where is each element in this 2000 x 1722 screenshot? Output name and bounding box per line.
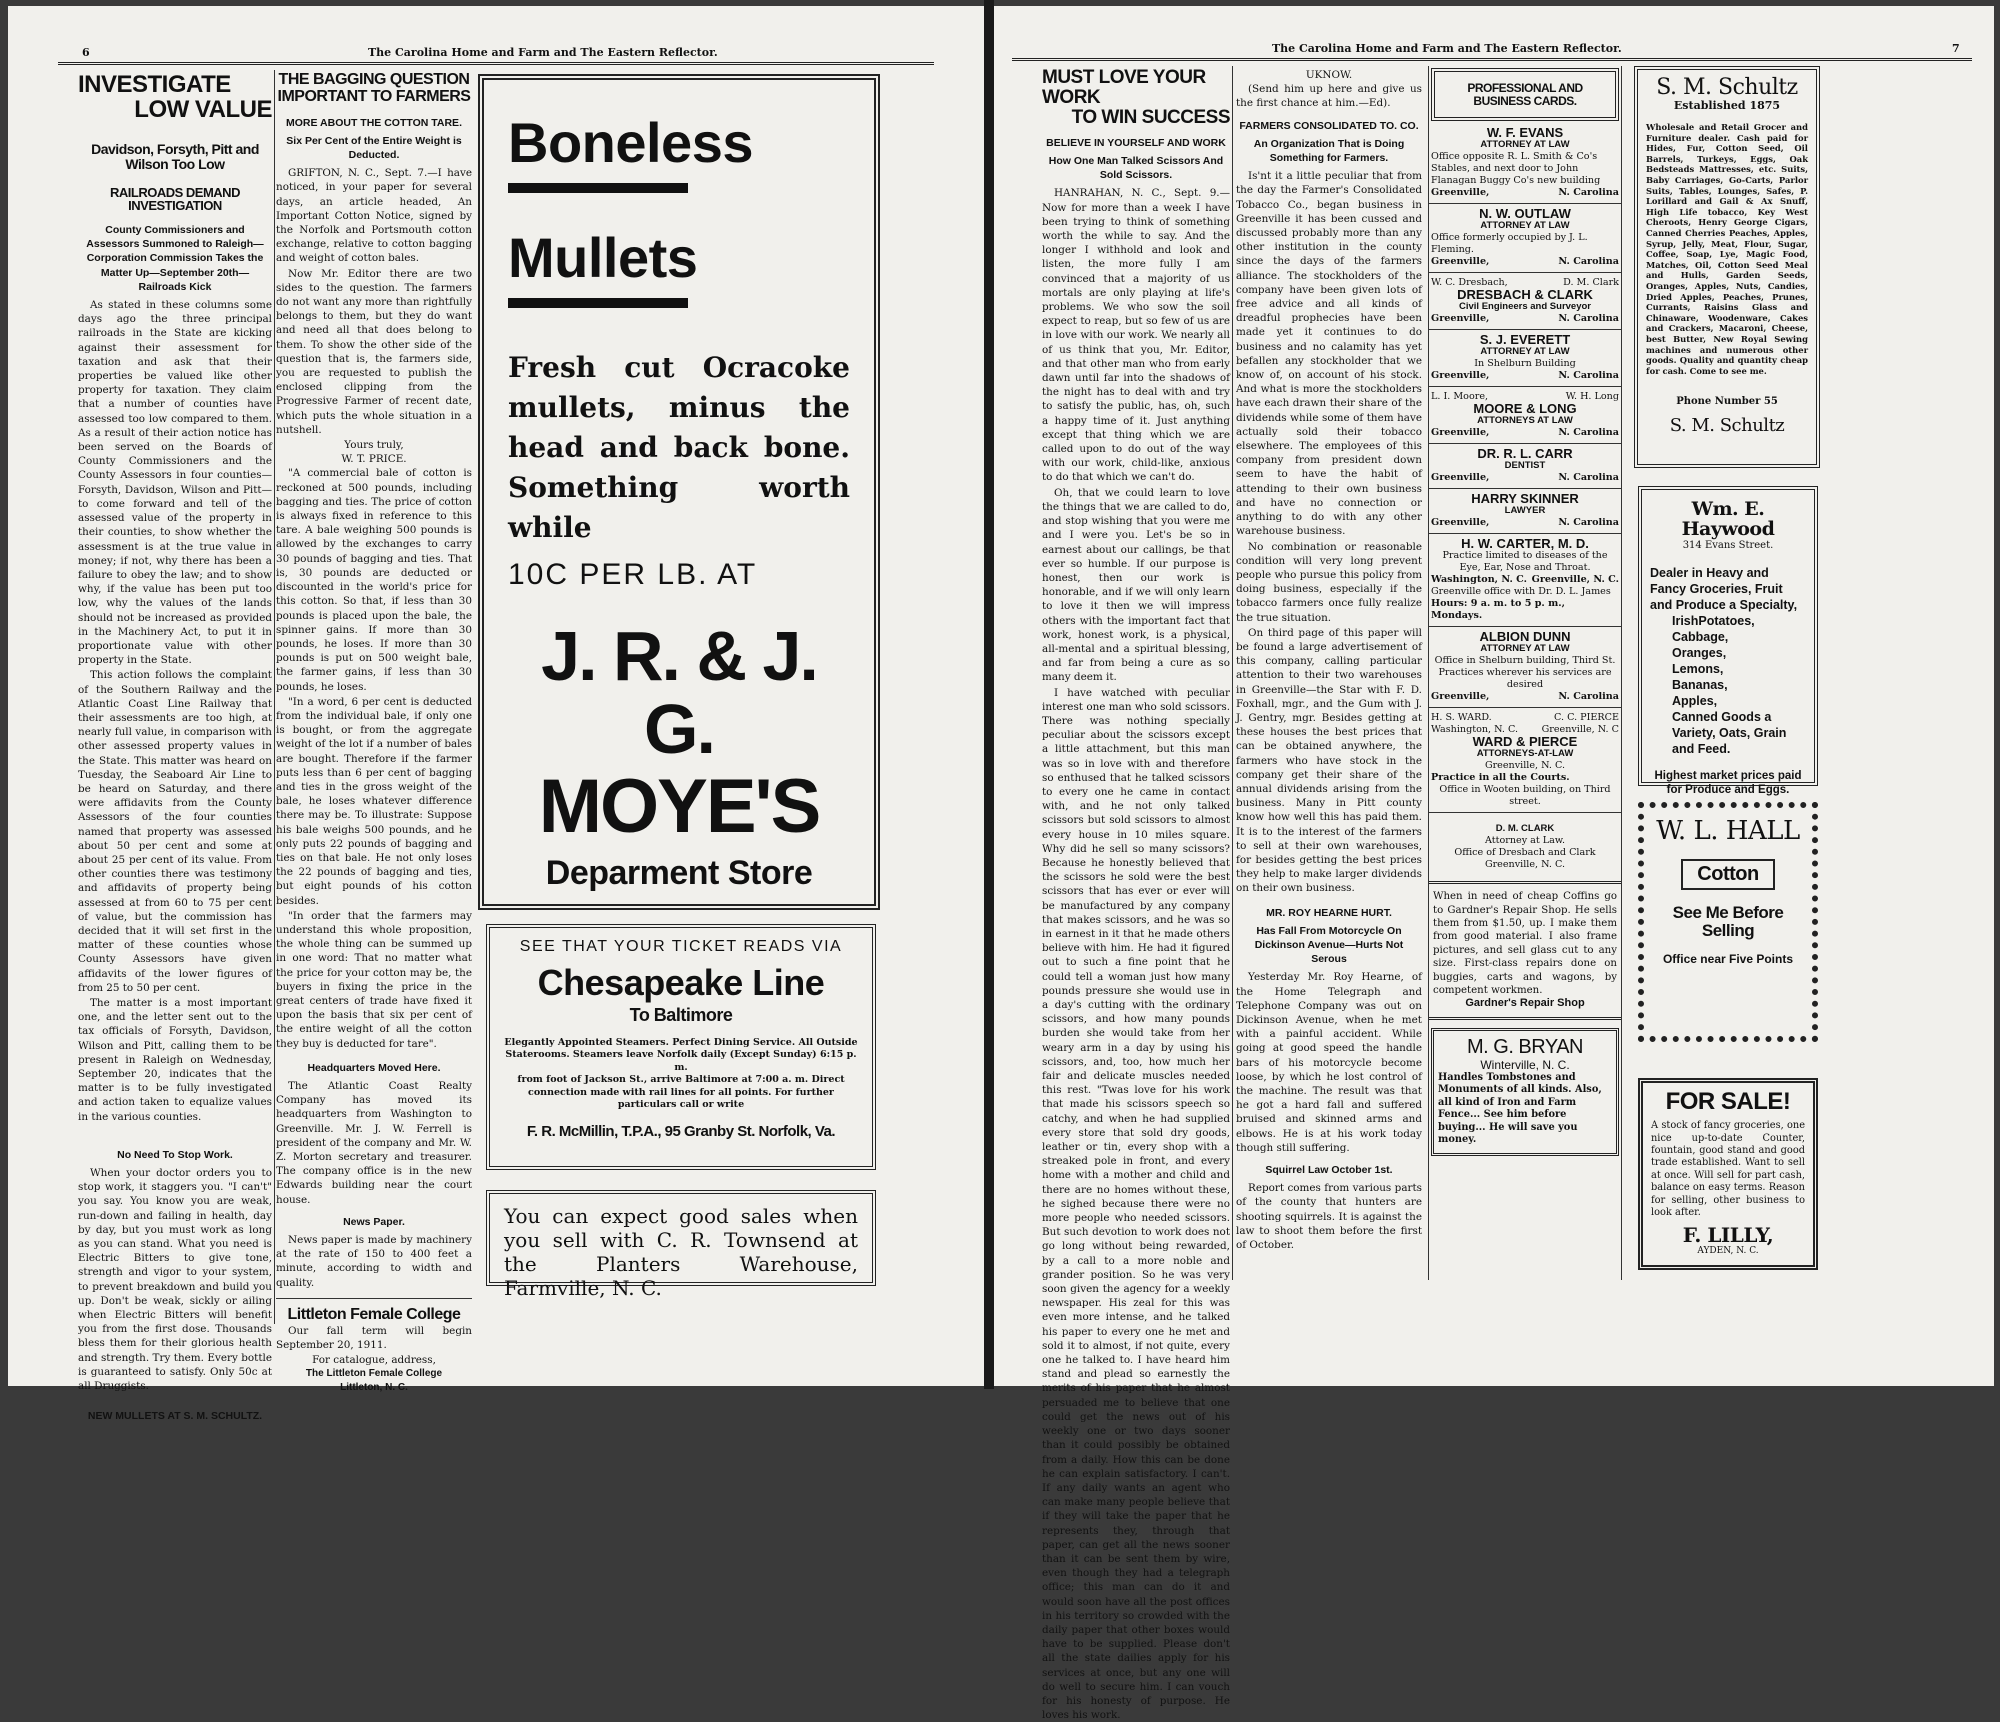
schultz-name: S. M. Schultz — [1656, 75, 1798, 100]
gardner-body: When in need of cheap Coffins go to Gardner's Repair Shop. He sells them from $1.50, up. I make them from good material. I also frame pictures, and sell glass cut to any size. First-class repairs done on buggies, carts and wagons, by competent workmen. — [1433, 891, 1617, 997]
chesapeake-body-1: Elegantly Appointed Steamers. Perfect Dining Service. All Outside Staterooms. Steamers leave Norfolk daily (Except Sunday) 6:15 p. m. — [504, 1036, 858, 1073]
mullets-ad-price: 10C PER LB. AT — [508, 557, 758, 591]
dresbach-city: Greenville, — [1431, 313, 1490, 325]
gardner-ad — [1429, 884, 1621, 1020]
must-love-article — [1042, 67, 1230, 1722]
cards-header — [1431, 68, 1619, 121]
investigate-headline-2: LOW VALUE — [134, 96, 272, 124]
haywood-item: Lemons, — [1672, 661, 1724, 676]
haywood-item: Oranges, — [1672, 645, 1727, 660]
chesapeake-sub: To Baltimore — [629, 1004, 733, 1025]
card-evans — [1429, 123, 1621, 204]
everett-state: N. Carolina — [1558, 370, 1619, 382]
left-page — [8, 6, 984, 1423]
bagging-subhead: MORE ABOUT THE COTTON TARE. — [286, 116, 462, 129]
hq-body: The Atlantic Coast Realty Company has moved its headquarters from Washington to Greenville. Mr. J. W. Ferrell is president of the company and Mr. W. Z. Morton secretary and treasurer. The company office is in the new Edwards building near the court house. — [276, 1080, 472, 1206]
business-cards-column — [1428, 66, 1622, 1280]
dresbach-name: DRESBACH & CLARK — [1457, 287, 1593, 303]
dunn-name: ALBION DUNN — [1479, 629, 1571, 645]
investigate-p1: As stated in these columns some days ago the three principal railroads in the State are kicking against their assessment for taxation and ask that their properties be valued like other property for taxation. They claim that a number of counties have assessed too low compared to them. As a result of their action notice has been served on the Boards of County Commissioners and the County Assessors in four counties—Forsyth, Davidson, Wilson and Pitt—to come forward and tell of the assessed value of the property in their counties, to show whether the assessment is at the true value in money; if not, why there has been a failure to obey the law; and to show why, if the value has been put too low, why the values of the lands should not be increased as provided in the Machinery Act, to put it in proportionate value with other property in the State. — [78, 299, 272, 667]
cards-title-1: PROFESSIONAL AND — [1467, 81, 1583, 95]
bryan-ad — [1431, 1028, 1619, 1156]
farmers-p3: On third page of this paper will be found a large advertisement of this company, calling particular attention to their two warehouses in Greenville—the Star with F. D. Foxhall, mgr., and the Gum with J. J. Gentry, mgr. Besides getting at these houses the best prices that can be obtained anywhere, the farmers who have stock in the company get their share of the annual dividends arising from the business. Many in Pitt county know how well this has paid them. It is to the interest of the farmers to sell at their own warehouses, for besides getting the best prices they help to make larger dividends on their own business. — [1236, 626, 1422, 895]
mullets-ad-line2: Mullets — [508, 225, 698, 289]
hall-product-box — [1681, 859, 1775, 890]
littleton-line4: Littleton, N. C. — [340, 1382, 408, 1394]
moore-left: L. I. Moore, — [1431, 391, 1489, 403]
newspaper-body: News paper is made by machinery at the rate of 150 to 400 feet a minute, according to width and quality. — [276, 1234, 472, 1289]
hall-ad — [1638, 802, 1818, 1042]
card-everett — [1429, 330, 1621, 387]
haywood-intro: Dealer in Heavy and Fancy Groceries, Fruit and Produce a Specialty, — [1650, 565, 1798, 612]
haywood-item: IrishPotatoes, — [1672, 613, 1755, 628]
skinner-state: N. Carolina — [1558, 517, 1619, 529]
haywood-items — [1650, 613, 1806, 709]
farmers-p1: Is'nt it a little peculiar that from the day the Farmer's Consolidated Tobacco Co., began business in Greenville it has been cussed and discussed probably more than any other institution in the county since the days of the farmers alliance. The stockholders of the company have been given lots of free advice and all kinds of dreadful prophecies have been made yet it continues to do business and no calamity has yet befallen any stockholder that we know of, on account of his stock. And what is more the stockholders have each drawn their share of the dividends while some of them have actually sold their tobacco elsewhere. The employees of this company from president down seem to have the habit of attending to their own business and have no connection or anything to do with any other warehouse business. — [1236, 170, 1422, 538]
ward-city: Greenville, N. C. — [1484, 760, 1566, 772]
skinner-name: HARRY SKINNER — [1471, 491, 1579, 507]
must-love-subhead: BELIEVE IN YOURSELF AND WORK — [1046, 136, 1226, 149]
left-page-number: 6 — [82, 46, 90, 59]
evans-title: ATTORNEY AT LAW — [1480, 139, 1570, 151]
schultz-phone: Phone Number 55 — [1676, 396, 1778, 408]
column-rule — [1232, 66, 1233, 1280]
for-sale-city: AYDEN, N. C. — [1697, 1246, 1759, 1257]
clark-name: D. M. CLARK — [1495, 823, 1555, 835]
carter-hours: Hours: 9 a. m. to 5 p. m., Mondays. — [1431, 598, 1565, 622]
dresbach-left: W. C. Dresbach, — [1431, 277, 1508, 289]
haywood-item: Cabbage, — [1672, 629, 1729, 644]
investigate-subhead: Davidson, Forsyth, Pitt and Wilson Too Low — [91, 141, 259, 173]
right-masthead — [1012, 40, 1972, 61]
left-masthead — [58, 44, 934, 65]
chesapeake-top: SEE THAT YOUR TICKET READS VIA — [519, 938, 843, 955]
card-moore — [1429, 387, 1621, 444]
clark-body: Office of Dresbach and Clark — [1454, 847, 1596, 859]
moore-city: Greenville, — [1431, 427, 1490, 439]
for-sale-name: F. LILLY, — [1682, 1223, 1774, 1248]
haywood-item: Bananas, — [1672, 677, 1728, 692]
outlaw-title: ATTORNEY AT LAW — [1480, 220, 1570, 232]
dresbach-state: N. Carolina — [1558, 313, 1619, 325]
gardner-name: Gardner's Repair Shop — [1465, 997, 1585, 1010]
carter-body: Practice limited to diseases of the Eye, Ear, Nose and Throat. — [1442, 550, 1608, 574]
hearne-title: MR. ROY HEARNE HURT. — [1266, 906, 1392, 919]
card-dresbach — [1429, 273, 1621, 330]
outlaw-state: N. Carolina — [1558, 256, 1619, 268]
moore-title: ATTORNEYS AT LAW — [1477, 415, 1573, 427]
chesapeake-title: Chesapeake Line — [537, 962, 825, 1003]
investigate-subhead-2: RAILROADS DEMAND INVESTIGATION — [110, 184, 240, 214]
outlaw-name: N. W. OUTLAW — [1479, 206, 1571, 222]
column-rule — [274, 70, 275, 1324]
evans-name: W. F. EVANS — [1486, 125, 1564, 141]
hall-line2: Selling — [1701, 921, 1755, 941]
ward-left-2: Washington, N. C. — [1431, 724, 1519, 736]
haywood-ad — [1638, 486, 1818, 796]
bagging-headline-1: THE BAGGING QUESTION — [278, 71, 470, 88]
for-sale-ad — [1638, 1078, 1818, 1270]
littleton-line2: For catalogue, address, — [312, 1354, 436, 1367]
right-page-number: 7 — [1952, 42, 1960, 55]
bagging-p1: GRIFTON, N. C., Sept. 7.—I have noticed, in your paper for several days, an article headed, An Important Cotton Notice, signed by the Norfolk and Portsmouth cotton exchange, relative to cotton bagging and weight of cotton bales. — [276, 167, 472, 265]
must-love-p3: I have watched with peculiar interest one man who sold scissors. There was nothing specially peculiar about the scissors except a little attachment, but this man was so in love with and therefore so enthused that he talked scissors to every one he came in contact with, and he not only talked scissors but sold scissors to almost every house in 10 miles square. Why did he sell so many scissors? Because he honestly believed that the scissors he sold were the best scissors that has ever or ever will be manufactured by any company that makes scissors, and he was so in earnest in it that he made others believe with him. He had it figured out to such a fine point that he could tell a woman just how many pounds pressure she would use in a day's cutting with the ordinary scissors, and how many pounds burden she would take from her weary arm in a day by using his scissors, and, too, how much her fair and delicate muscles needed this rest. "Twas love for his work that made his scissors speech so catchy, and when he had supplied every store that sold dry goods, leather or tin, every shop with a streaked pole in front, and every home with a mother and child and there are no homes without these, he sighed because there were no more people who needed scissors. But such devotion to work does not go long without being rewarded, by a call to a more noble and grander position. So he was very soon given the agency for a weekly newspaper. His zeal for this was even more intense, and he talked his paper to every one he met and sold it to almost, if not quite, every one he talked to. I have heard him stand and plead so earnestly the merits of his paper that he almost persuaded me to believe that one could get the news out of his weekly one or two days sooner than it could possibly be obtained from a daily. How this can be done he can explain satisfactory. I can't. If any daily wants an agent who can make many people believe that if they will take the paper that he represents they, through that paper, can get all the news sooner than it can be sent them by wire, even though they had a telegraph office; this man can do it and would soon have all the post offices in his territory so crowded with the daily paper that other boxes would have to be supplied. Please don't all the state dailies apply for his services at once, but any one will do well to secure him. I can vouch for his honesty of purpose. He loves his work. — [1042, 686, 1230, 1722]
investigate-headline-1: INVESTIGATE — [78, 71, 231, 98]
mullets-ad-store: Deparment Store — [545, 854, 813, 893]
investigate-p3: The matter is a most important one, and the letter sent out to the tax officials of Forsyth, Davidson, Wilson and Pitt, calling them to be present in Raleigh on Wednesday, September 20, indicates that the matter is to be fully investigated and action taken to equalize values in the various counties. — [78, 997, 272, 1123]
bagging-article — [276, 71, 472, 1394]
must-love-headline-2: TO WIN SUCCESS — [1071, 106, 1230, 128]
haywood-closing: Highest market prices paid for Produce and Eggs. — [1654, 769, 1802, 796]
need-stop-title: No Need To Stop Work. — [117, 1148, 233, 1161]
must-love-p1: HANRAHAN, N. C., Sept. 9.—Now for more than a week I have been trying to think of something worth the while to say. And the longer I withhold and look and listen, the more fully I am convinced that a majority of us mortals are only playing at life's problems. We who sow the soil expect to reap, but so few of us are in love with our work. We nearly all of us think that you, Mr. Editor, and that other man who from early dawn until far into the shadows of the night has to deal with and try to satisfy the public, has, oh, such a happy time of it. Just anything except that thing which we are called upon to do out of the way with our work, child-like, anxious to do that which we can't do. — [1042, 187, 1230, 484]
mullets-ad-body: Fresh cut Ocracoke mullets, minus the head and back bone. Something worth while — [508, 350, 850, 544]
littleton-title: Littleton Female College — [287, 1305, 461, 1323]
card-dunn — [1429, 627, 1621, 708]
carter-body-2: Greenville office with Dr. D. L. James — [1431, 586, 1611, 598]
card-carr — [1429, 444, 1621, 489]
investigate-deck: County Commissioners and Assessors Summoned to Raleigh—Corporation Commission Takes the Matter Up—September 20th—Railroads Kick — [86, 224, 264, 293]
boneless-mullets-ad — [478, 74, 880, 910]
evans-state: N. Carolina — [1558, 187, 1619, 199]
farmers-p2: No combination or reasonable condition will very long prevent people who pursue this policy from doing business, especially if the tobacco farmers once fully realize the true situation. — [1236, 540, 1422, 624]
carter-left: Washington, N. C. — [1431, 574, 1527, 586]
right-page — [994, 6, 1994, 1722]
skinner-title: LAWYER — [1504, 505, 1546, 517]
everett-title: ATTORNEY AT LAW — [1480, 346, 1570, 358]
cards-title-2: BUSINESS CARDS. — [1473, 93, 1577, 108]
outlaw-city: Greenville, — [1431, 256, 1490, 268]
card-clark — [1429, 813, 1621, 884]
investigate-article — [78, 71, 272, 1423]
littleton-ad — [276, 1298, 472, 1396]
carr-title: DENTIST — [1504, 460, 1546, 472]
must-love-sign: UKNOW. — [1305, 69, 1353, 81]
mullets-ad-name-2: MOYE'S — [538, 763, 820, 849]
card-outlaw — [1429, 204, 1621, 273]
evans-body: Office opposite R. L. Smith & Co's Stables, and next door to John Flanagan Buggy Co's new building — [1431, 151, 1601, 187]
hall-name: W. L. HALL — [1656, 816, 1800, 846]
dunn-city: Greenville, — [1431, 691, 1490, 703]
ward-title: ATTORNEYS-AT-LAW — [1476, 748, 1574, 760]
must-love-deck: How One Man Talked Scissors And Sold Scissors. — [1048, 155, 1224, 182]
townsend-text: You can expect good sales when you sell with C. R. Townsend at the Planters Warehouse, Farmville, N. C. — [504, 1204, 858, 1300]
squirrel-body: Report comes from various parts of the county that hunters are shooting squirrels. It is against the law to shoot them before the first of October. — [1236, 1182, 1422, 1252]
carter-right: Greenville, N. C. — [1531, 574, 1619, 586]
carr-city: Greenville, — [1431, 472, 1490, 484]
need-stop-body: When your doctor orders you to stop work, it staggers you. "I can't" you say. You know you are weak, run-down and failing in health, day by day, but you must work as long as you can stand. What you need is Electric Bitters to give tone, strength and vigor to your system, to prevent breakdown and build you up. Don't be weak, sickly or ailing when Electric Bitters will benefit you from the first dose. Thousands bless them for their glorious health and strength. Try them. Every bottle is guaranteed to satisfy. Only 50c at all Druggists. — [78, 1167, 272, 1393]
hearne-deck: Has Fall From Motorcycle On Dickinson Avenue—Hurts Not Serous — [1254, 924, 1404, 966]
ward-body-2: Office in Wooten building, on Third street. — [1439, 784, 1611, 808]
mullets-ad-name-1: J. R. & J. G. — [541, 616, 817, 769]
haywood-canned: Canned Goods a Variety, Oats, Grain and Feed. — [1672, 709, 1787, 756]
for-sale-body: A stock of fancy groceries, one nice up-to-date Counter, fountain, good stand and good trade established. Want to sell at once. Will sell for part cash, balance on easy terms. Reason for selling, other business to look after. — [1651, 1120, 1805, 1219]
bryan-name: M. G. BRYAN — [1466, 1035, 1583, 1058]
bagging-p2: Now Mr. Editor there are two sides to the question. The farmers do not want any more than rightfully belongs to them, but they do want and need all that does belong to them. To show the other side of the question that is, the farmers side, you are requested to publish the enclosed clipping from the Progressive Farmer of recent date, which puts the whole situation in a nutshell. — [276, 267, 472, 436]
mullets-ad-bar-2 — [508, 298, 688, 308]
farmers-title: FARMERS CONSOLIDATED TO. CO. — [1239, 119, 1419, 132]
haywood-item: Apples, — [1672, 693, 1718, 708]
dunn-state: N. Carolina — [1558, 691, 1619, 703]
must-love-p2: Oh, that we could learn to love the things that we are called to do, and stop wishing that you were me and I were you. Let's be so in earnest about our callings, be that ever so humble. If our purpose is honest, then our work is honorable, and if we will only learn to love it then we will impress others with the important fact that work, honest work, is a physical, all-mental and a spiritual blessing, and far from being a cure as so many deem it. — [1042, 486, 1230, 684]
skinner-city: Greenville, — [1431, 517, 1490, 529]
bagging-deck: Six Per Cent of the Entire Weight is Deducted. — [286, 134, 462, 161]
dunn-title: ATTORNEY AT LAW — [1480, 643, 1570, 655]
investigate-p2: This action follows the complaint of the Southern Railway and the Atlantic Coast Line Railway that their assessments are too high, at nearly full value, in comparison with other assessed property values in the State. This matter was heard on Tuesday, the Seaboard Air Line to be heard on Saturday, and there were affidavits from the County Assessors of the four counties named that property was assessed about 50 per cent and some at about 25 per cent of its value. From other counties there was testimony and affidavits of property being assessed at from 60 to 75 per cent of value, but the commission has decided that it will set first in the matter of these counties whose County Assessors have given affidavits of the lower figures of from 25 to 50 per cent. — [78, 669, 272, 994]
must-love-headline-1: MUST LOVE YOUR WORK — [1042, 67, 1206, 108]
dresbach-title: Civil Engineers and Surveyor — [1459, 301, 1591, 313]
schultz-established: Established 1875 — [1673, 99, 1781, 113]
clark-city: Greenville, N. C. — [1484, 859, 1566, 871]
hearne-body: Yesterday Mr. Roy Hearne, of the Home Telegraph and Telephone Company was out on Dickinson Avenue, when he met with a painful accident. While going at good speed the handle bars of his motorcycle become loose, by which he lost control of the machine. The result was that he got a hard fall and suffered bruised and skinned arms and elbows. He is at his work today though still suffering. — [1236, 971, 1422, 1154]
hall-line1: See Me Before — [1672, 903, 1784, 923]
bagging-p5: "In order that the farmers may understand this whole proposition, the whole thing can be summed up in one word: That no matter what the price for your cotton may be, the buyers in fixing the price in the great centers of trade have fixed it upon the basis that six per cent of the entire weight of all the cotton they buy is deducted for tare". — [276, 909, 472, 1050]
bagging-p4: "In a word, 6 per cent is deducted from the individual bale, if only one is bought, or from the aggregate weight of the lot if a number of bales are bought. Therefore if the farmer puts less than 6 per cent of bagging and ties in the gross weight of the bale, he loses whatever difference there may be. To illustrate: Suppose his bale weighs 500 pounds, and he only puts 22 pounds of bagging and ties on that bale. He not only loses the 22 pounds of bagging and ties, but eight pounds of his cotton besides. — [276, 695, 472, 907]
bagging-sign-1: Yours truly, — [344, 439, 404, 452]
card-carter — [1429, 534, 1621, 627]
squirrel-title: Squirrel Law October 1st. — [1265, 1164, 1393, 1177]
schultz-ad — [1634, 66, 1820, 468]
new-mullets-line: NEW MULLETS AT S. M. SCHULTZ. — [87, 1410, 263, 1423]
moore-state: N. Carolina — [1558, 427, 1619, 439]
farmers-column — [1236, 68, 1422, 1278]
bryan-city: Winterville, N. C. — [1480, 1057, 1570, 1072]
chesapeake-body-2: from foot of Jackson St., arrive Baltimore at 7:00 a. m. Direct connection made with rail lines for all points. For further particulars call or write — [517, 1074, 845, 1111]
for-sale-title: FOR SALE! — [1665, 1088, 1791, 1115]
everett-city: Greenville, — [1431, 370, 1490, 382]
schultz-name-2: S. M. Schultz — [1669, 415, 1785, 437]
hq-title: Headquarters Moved Here. — [307, 1061, 441, 1074]
ward-body: Practice in all the Courts. — [1431, 772, 1570, 784]
farmers-deck: An Organization That is Doing Something for Farmers. — [1253, 137, 1405, 165]
ward-right: C. C. PIERCE — [1553, 712, 1619, 724]
carr-name: DR. R. L. CARR — [1477, 446, 1573, 462]
evans-city: Greenville, — [1431, 187, 1490, 199]
left-masthead-title: The Carolina Home and Farm and The Eastern Reflector. — [368, 46, 718, 59]
hall-office: Office near Five Points — [1662, 951, 1794, 966]
littleton-line3: The Littleton Female College — [305, 1368, 443, 1380]
clark-title: Attorney at Law. — [1485, 835, 1565, 847]
card-skinner — [1429, 489, 1621, 534]
bagging-headline-2: IMPORTANT TO FARMERS — [277, 87, 471, 105]
littleton-line1: Our fall term will begin September 20, 1911. — [276, 1324, 472, 1351]
mullets-ad-bar — [508, 183, 688, 193]
outlaw-body: Office formerly occupied by J. L. Fleming. — [1431, 232, 1588, 256]
schultz-body: Wholesale and Retail Grocer and Furniture dealer. Cash paid for Hides, Fur, Cotton Seed, Oil Barrels, Turkeys, Eggs, Oak Bedsteads Mattresses, etc. Suits, Baby Carriages, Go-Carts, Parlor Suits, Tables, Lounges, Safes, P. Lorillard and Gail & Ax Snuff, High Life tobacco, Key West Cheroots, Henry George Cigars, Canned Cherries Peaches, Apples, Syrup, Jelly, Meat, Flour, Sugar, Coffee, Soap, Lye, Magic Food, Matches, Oil, Cotton Seed Meal and Hulls, Garden Seeds, Oranges, Apples, Nuts, Candies, Dried Apples, Peaches, Prunes, Currants, Raisins Glass and Chinaware, Woodenware, Cakes and Crackers, Macaroni, Cheese, best Butter, New Royal Sewing machines and numerous other goods. Quality and quantity cheap for cash. Come to see me. — [1646, 122, 1808, 376]
everett-name: S. J. EVERETT — [1479, 332, 1571, 348]
ward-right-2: Greenville, N. C — [1541, 724, 1619, 736]
carr-state: N. Carolina — [1558, 472, 1619, 484]
card-ward — [1429, 708, 1621, 813]
haywood-address: 314 Evans Street. — [1682, 539, 1774, 551]
bagging-p3: "A commercial bale of cotton is reckoned at 500 pounds, including bagging and ties. The price of cotton is always fixed in reference to this tare. A bale weighing 500 pounds is allowed by the exchanges to carry 30 pounds of bagging and ties. That is, 30 pounds are deducted or discounted in the world's price for this cotton. So that, if less than 30 pounds is placed upon the bale, the spinner gains. If more than 30 pounds, he loses. If more than 30 pounds is put on 500 weight bale, the farmer gains, if less than 30 pounds, he loses. — [276, 467, 472, 693]
newspaper-title: News Paper. — [343, 1215, 405, 1228]
chesapeake-line-ad — [486, 924, 876, 1170]
everett-body: In Shelburn Building — [1474, 358, 1576, 370]
bryan-body: Handles Tombstones and Monuments of all kinds. Also, all kind of Iron and Farm Fence... See him before buying... He will save you money. — [1438, 1071, 1602, 1146]
moore-name: MOORE & LONG — [1473, 401, 1577, 417]
mullets-ad-line1: Boneless — [508, 111, 753, 174]
townsend-ad — [486, 1190, 876, 1300]
hall-product: Cotton — [1697, 863, 1759, 886]
haywood-name: Wm. E. Haywood — [1681, 498, 1775, 540]
bagging-sign-2: W. T. PRICE. — [341, 453, 407, 466]
dunn-body: Office in Shelburn building, Third St. Practices wherever his services are desired — [1434, 655, 1616, 691]
carter-name: H. W. CARTER, M. D. — [1461, 536, 1589, 552]
must-love-note: (Send him up here and give us the first chance at him.—Ed). — [1236, 83, 1422, 110]
chesapeake-agent: F. R. McMillin, T.P.A., 95 Granby St. Norfolk, Va. — [526, 1122, 836, 1140]
dresbach-right: D. M. Clark — [1563, 277, 1619, 289]
moore-right: W. H. Long — [1565, 391, 1619, 403]
ward-left: H. S. WARD. — [1431, 712, 1492, 724]
page-gutter — [984, 0, 994, 1389]
ward-name: WARD & PIERCE — [1472, 734, 1578, 750]
right-masthead-title: The Carolina Home and Farm and The Eastern Reflector. — [1272, 42, 1622, 55]
